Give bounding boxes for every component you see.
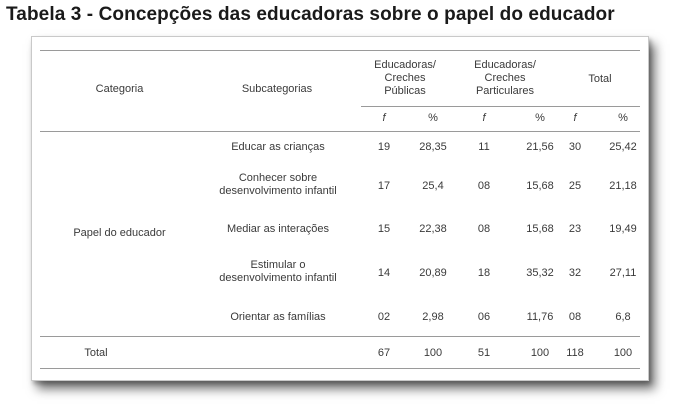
header-publicas-line-3: Públicas xyxy=(384,85,426,97)
total-pub-pct: 100 xyxy=(423,347,443,359)
row-1-pub-f: 19 xyxy=(377,141,391,153)
total-tot-pct: 100 xyxy=(613,347,633,359)
row-5-par-f: 06 xyxy=(477,311,491,323)
table-card xyxy=(31,36,649,381)
row-4-par-f: 18 xyxy=(477,267,491,279)
rule-header-bottom xyxy=(40,131,640,132)
row-5-par-pct: 11,76 xyxy=(526,311,554,323)
row-2-pub-f: 17 xyxy=(377,180,391,192)
row-1-pub-pct: 28,35 xyxy=(419,141,447,153)
row-1-tot-f: 30 xyxy=(568,141,582,153)
table-title: Tabela 3 - Concepções das educadoras sobre o papel do educador xyxy=(6,4,615,25)
row-5-subcategoria xyxy=(202,311,354,324)
row-2-tot-pct: 21,18 xyxy=(609,180,637,192)
rule-top xyxy=(40,50,640,51)
header-par-pct: % xyxy=(535,112,545,124)
header-publicas xyxy=(362,59,448,98)
header-par-f: f xyxy=(482,112,486,124)
header-subcategorias: Subcategorias xyxy=(241,83,313,95)
row-1-par-pct: 21,56 xyxy=(526,141,554,153)
header-particulares xyxy=(462,59,548,98)
row-2-par-f: 08 xyxy=(477,180,491,192)
row-5-sub-line-1: Orientar as famílias xyxy=(230,311,326,323)
row-3-tot-pct: 19,49 xyxy=(609,223,637,235)
header-total: Total xyxy=(588,73,612,85)
row-2-par-pct: 15,68 xyxy=(526,180,554,192)
row-3-par-pct: 15,68 xyxy=(526,223,554,235)
row-2-sub-line-2: desenvolvimento infantil xyxy=(219,185,337,197)
row-4-subcategoria xyxy=(202,259,354,285)
row-4-sub-line-1: Estimular o xyxy=(250,259,306,271)
header-tot-f: f xyxy=(573,112,577,124)
row-2-sub-line-1: Conhecer sobre xyxy=(238,172,318,184)
total-par-pct: 100 xyxy=(530,347,550,359)
row-5-tot-f: 08 xyxy=(568,311,582,323)
header-publicas-line-1: Educadoras/ xyxy=(374,59,436,71)
rule-subheader xyxy=(361,106,640,107)
header-particulares-line-2: Creches xyxy=(484,72,526,84)
row-3-subcategoria xyxy=(202,223,354,236)
row-4-par-pct: 35,32 xyxy=(526,267,554,279)
row-4-pub-f: 14 xyxy=(377,267,391,279)
row-3-pub-f: 15 xyxy=(377,223,391,235)
row-5-pub-pct: 2,98 xyxy=(422,311,444,323)
rule-bottom xyxy=(40,368,640,369)
total-tot-f: 118 xyxy=(566,347,584,359)
row-3-sub-line-1: Mediar as interações xyxy=(226,223,330,235)
row-4-tot-f: 32 xyxy=(568,267,582,279)
row-2-tot-f: 25 xyxy=(568,180,582,192)
total-pub-f: 67 xyxy=(377,347,391,359)
row-3-pub-pct: 22,38 xyxy=(419,223,447,235)
row-1-subcategoria xyxy=(202,141,354,154)
row-5-pub-f: 02 xyxy=(377,311,391,323)
header-publicas-line-2: Creches xyxy=(384,72,426,84)
row-2-pub-pct: 25,4 xyxy=(422,180,444,192)
header-pub-f: f xyxy=(382,112,386,124)
row-1-tot-pct: 25,42 xyxy=(609,141,637,153)
row-4-tot-pct: 27,11 xyxy=(609,267,637,279)
row-2-subcategoria xyxy=(202,172,354,198)
header-particulares-line-3: Particulares xyxy=(475,85,535,97)
row-3-tot-f: 23 xyxy=(568,223,582,235)
row-1-sub-line-1: Educar as crianças xyxy=(231,141,325,153)
row-5-tot-pct: 6,8 xyxy=(615,311,631,323)
rule-total-top xyxy=(40,336,640,337)
row-4-sub-line-2: desenvolvimento infantil xyxy=(219,272,337,284)
row-1-par-f: 11 xyxy=(478,141,490,153)
header-particulares-line-1: Educadoras/ xyxy=(474,59,536,71)
total-label: Total xyxy=(84,347,108,359)
header-pub-pct: % xyxy=(428,112,438,124)
category-label: Papel do educador xyxy=(73,227,166,239)
row-3-par-f: 08 xyxy=(477,223,491,235)
header-tot-pct: % xyxy=(618,112,628,124)
row-4-pub-pct: 20,89 xyxy=(419,267,447,279)
total-par-f: 51 xyxy=(477,347,491,359)
header-categoria: Categoria xyxy=(95,83,144,95)
